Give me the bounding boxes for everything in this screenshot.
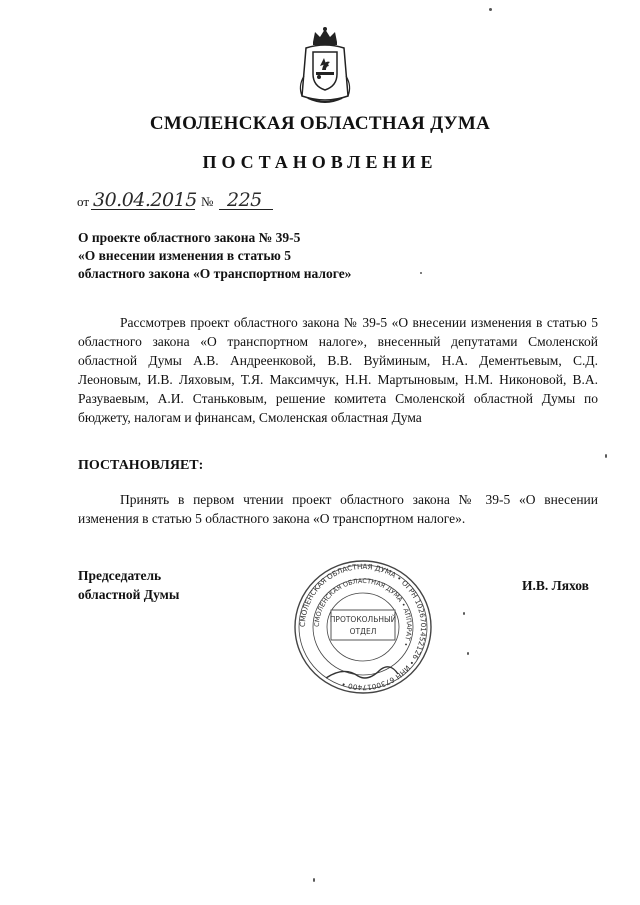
signatory-title-line: Председатель — [78, 568, 162, 583]
official-stamp — [286, 558, 440, 696]
subject-line: О проекте областного закона № 39-5 — [78, 230, 301, 245]
handwritten-number: 225 — [227, 189, 262, 211]
decision-text: Принять в первом чтении проект областного закона № 39-5 «О внесении изменения в статью 5 областного закона «О транспортном налоге». — [78, 492, 598, 526]
resolve-heading: ПОСТАНОВЛЯЕТ: — [78, 458, 204, 473]
organization-title: СМОЛЕНСКАЯ ОБЛАСТНАЯ ДУМА — [149, 113, 491, 134]
subject-line: областного закона «О транспортном налоге» — [78, 266, 352, 281]
subject-line: «О внесении изменения в статью 5 — [78, 248, 291, 263]
date-number-line — [77, 189, 297, 214]
signatory-title — [78, 566, 238, 604]
stamp-center-line-1: ПРОТОКОЛЬНЫЙ — [329, 615, 397, 624]
date-prefix: от — [77, 194, 90, 209]
stamp-outer-text: СМОЛЕНСКАЯ ОБЛАСТНАЯ ДУМА • ОГРН 1026701452126 • ИНН 6730017400 • — [297, 561, 429, 693]
number-prefix: № — [201, 194, 214, 209]
handwritten-date: 30.04.2015 — [93, 189, 197, 211]
signature-scribble — [326, 667, 398, 678]
document-subject — [78, 229, 438, 283]
signatory-title-line: областной Думы — [78, 587, 180, 602]
stamp-center-line-2: ОТДЕЛ — [349, 627, 377, 636]
signatory-name: И.В. Ляхов — [522, 578, 589, 593]
document-type: ПОСТАНОВЛЕНИЕ — [202, 152, 438, 172]
coat-of-arms-icon — [296, 26, 354, 104]
stamp-inner-text: СМОЛЕНСКАЯ ОБЛАСТНАЯ ДУМА • АППАРАТ • — [312, 576, 414, 648]
preamble-text: Рассмотрев проект областного закона № 39-5 «О внесении изменения в статью 5 областного закона «О транспортном налоге», внесенный депутатами Смоленской областной Думы А.В. Андреенковой, В.В. Вуйминым, Н.А. Дементьевым, С.Д. Леоновым, И.В. Ляховым, Т.Я. Максимчук, Н.Н. Мартыновым, Н.М. Никоновой, В.А. Разуваевым, А.И. Станьковым, решение комитета Смоленской областной Думы по бюджету, налогам и финансам, Смоленская областная Дума — [78, 315, 598, 425]
body-paragraph-preamble — [78, 313, 598, 427]
body-paragraph-decision — [78, 490, 598, 528]
